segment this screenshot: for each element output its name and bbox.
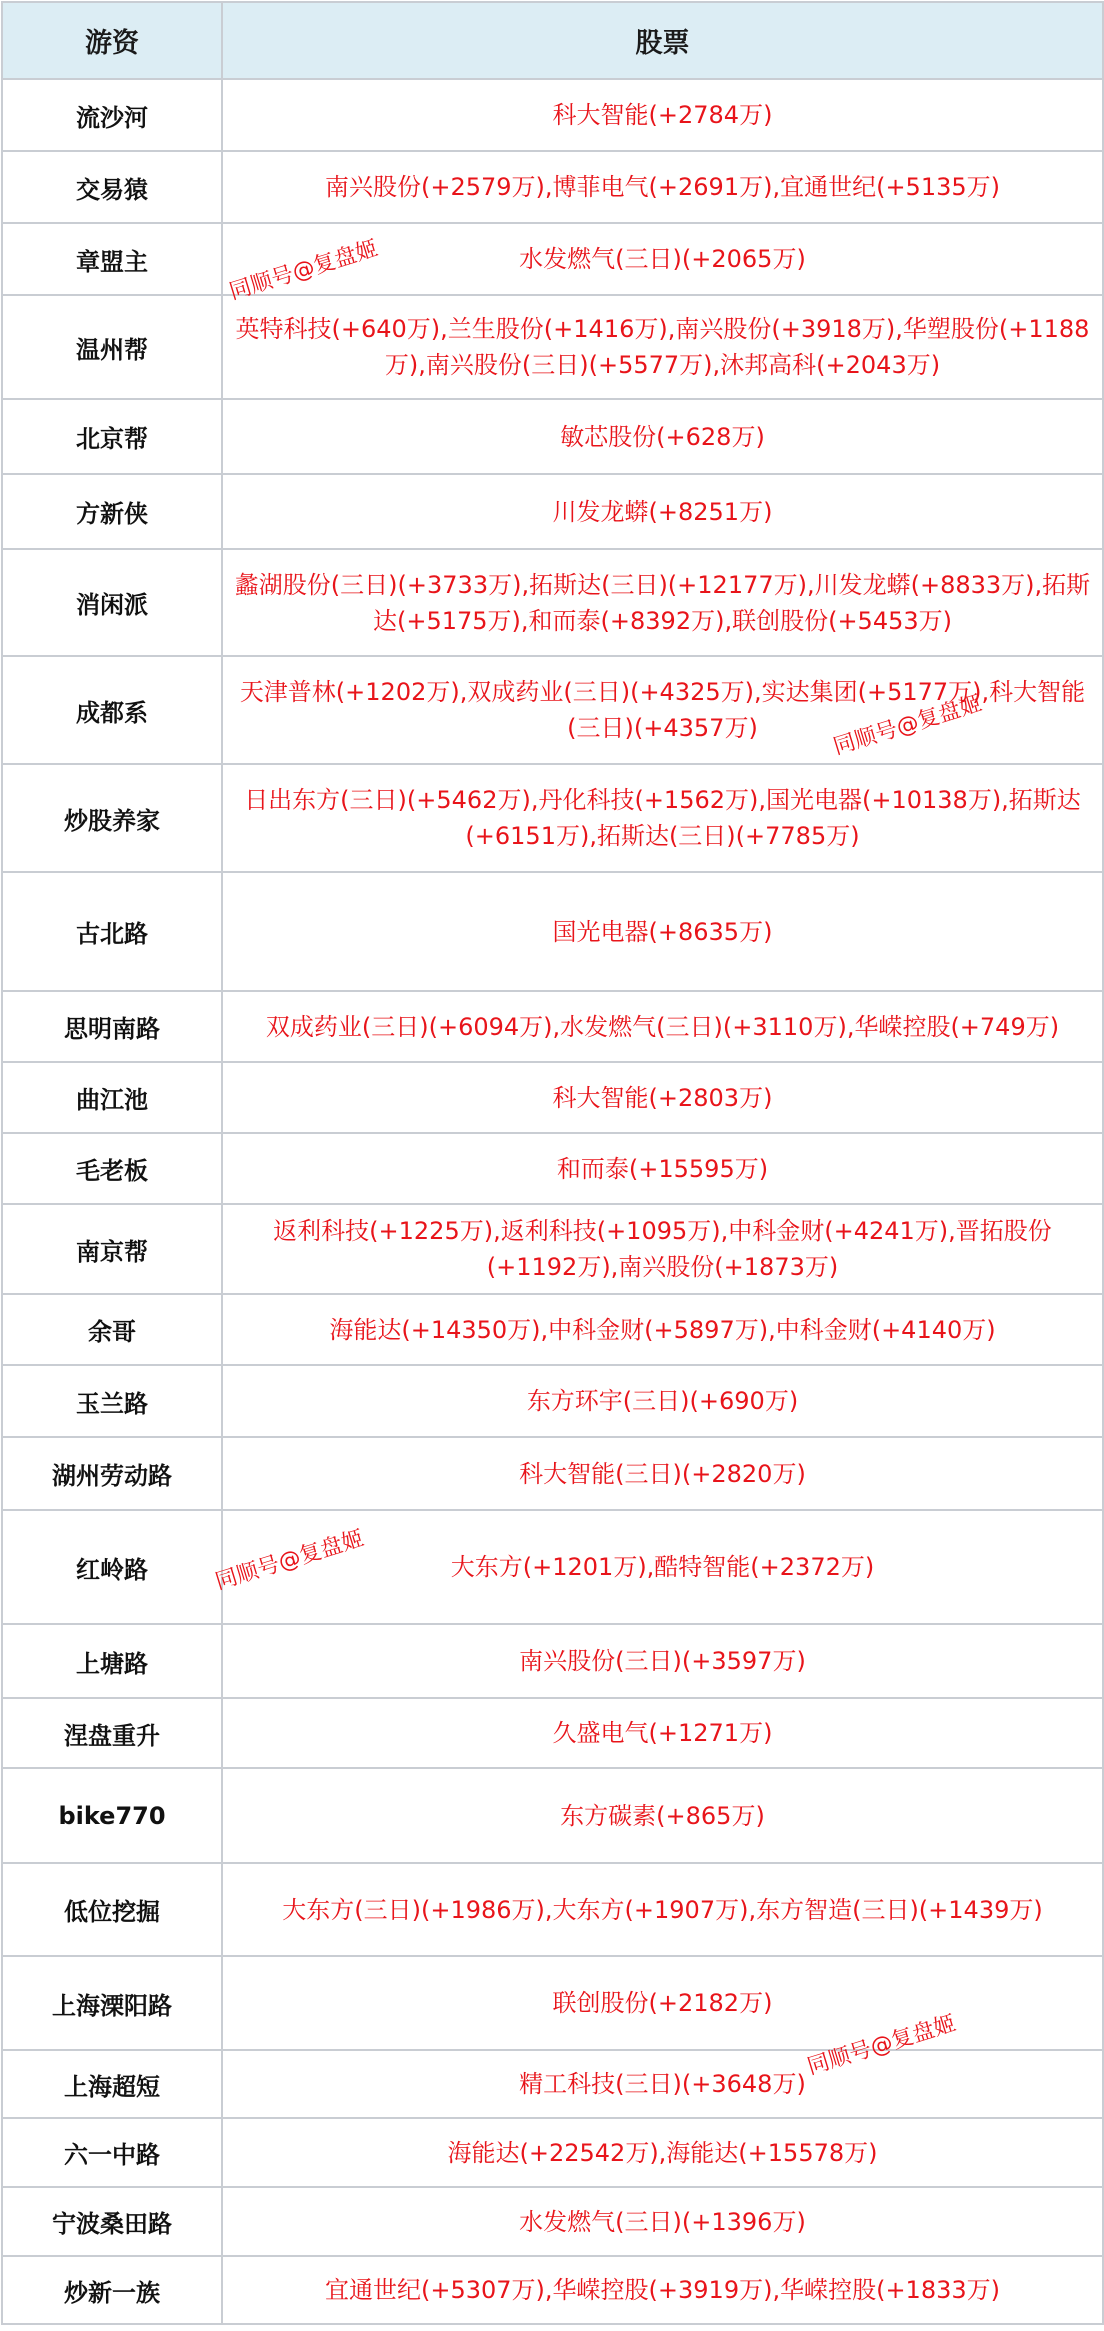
- trader-name: 炒新一族: [2, 2256, 222, 2324]
- stock-list: 英特科技(+640万),兰生股份(+1416万),南兴股份(+3918万),华塑股份(+1188万),南兴股份(三日)(+5577万),沐邦高科(+2043万): [222, 295, 1103, 399]
- trader-name: 宁波桑田路: [2, 2187, 222, 2256]
- table-row: [2, 1768, 1103, 1863]
- trader-name: bike770: [2, 1768, 222, 1863]
- stock-list: 和而泰(+15595万): [222, 1133, 1103, 1204]
- table-row: [2, 764, 1103, 872]
- trader-name: 章盟主: [2, 223, 222, 295]
- table-row: [2, 1365, 1103, 1437]
- table-row: [2, 1294, 1103, 1365]
- trader-name: 曲江池: [2, 1062, 222, 1133]
- stock-list: 大东方(+1201万),酷特智能(+2372万): [222, 1510, 1103, 1624]
- table-header-row: [2, 2, 1103, 79]
- trader-name: 上塘路: [2, 1624, 222, 1698]
- stock-list: 大东方(三日)(+1986万),大东方(+1907万),东方智造(三日)(+1439万): [222, 1863, 1103, 1956]
- stock-list: 水发燃气(三日)(+1396万): [222, 2187, 1103, 2256]
- trader-name: 南京帮: [2, 1204, 222, 1294]
- table-row: [2, 151, 1103, 223]
- table-row: [2, 2050, 1103, 2118]
- table-row: [2, 1133, 1103, 1204]
- trader-name: 流沙河: [2, 79, 222, 151]
- trader-name: 低位挖掘: [2, 1863, 222, 1956]
- stock-list: 宜通世纪(+5307万),华嵘控股(+3919万),华嵘控股(+1833万): [222, 2256, 1103, 2324]
- table-row: [2, 872, 1103, 991]
- table-row: [2, 1437, 1103, 1510]
- trader-name: 交易猿: [2, 151, 222, 223]
- table-row: [2, 79, 1103, 151]
- trader-name: 思明南路: [2, 991, 222, 1062]
- table-row: [2, 474, 1103, 549]
- table-row: [2, 295, 1103, 399]
- trader-name: 上海超短: [2, 2050, 222, 2118]
- stock-list: 日出东方(三日)(+5462万),丹化科技(+1562万),国光电器(+10138万),拓斯达(+6151万),拓斯达(三日)(+7785万): [222, 764, 1103, 872]
- table-row: [2, 549, 1103, 656]
- watermark-text: 同顺号@复盘姬: [226, 236, 381, 306]
- trader-name: 上海溧阳路: [2, 1956, 222, 2050]
- watermark-text: 同顺号@复盘姬: [212, 1526, 367, 1596]
- trader-name: 玉兰路: [2, 1365, 222, 1437]
- trader-name: 温州帮: [2, 295, 222, 399]
- trader-name: 北京帮: [2, 399, 222, 474]
- trader-name: 方新侠: [2, 474, 222, 549]
- stock-list: 敏芯股份(+628万): [222, 399, 1103, 474]
- stock-list: 天津普林(+1202万),双成药业(三日)(+4325万),实达集团(+5177万),科大智能(三日)(+4357万): [222, 656, 1103, 764]
- trader-name: 成都系: [2, 656, 222, 764]
- watermark-text: 同顺号@复盘姬: [804, 2011, 959, 2081]
- trader-name: 毛老板: [2, 1133, 222, 1204]
- table-row: [2, 991, 1103, 1062]
- stock-list: 海能达(+22542万),海能达(+15578万): [222, 2118, 1103, 2187]
- stock-list: 蠡湖股份(三日)(+3733万),拓斯达(三日)(+12177万),川发龙蟒(+8833万),拓斯达(+5175万),和而泰(+8392万),联创股份(+5453万): [222, 549, 1103, 656]
- stock-list: 久盛电气(+1271万): [222, 1698, 1103, 1768]
- stock-list: 水发燃气(三日)(+2065万): [222, 223, 1103, 295]
- table-row: [2, 1204, 1103, 1294]
- stock-list: 国光电器(+8635万): [222, 872, 1103, 991]
- trader-name: 六一中路: [2, 2118, 222, 2187]
- stock-list: 海能达(+14350万),中科金财(+5897万),中科金财(+4140万): [222, 1294, 1103, 1365]
- trader-name: 消闲派: [2, 549, 222, 656]
- trader-name: 红岭路: [2, 1510, 222, 1624]
- header-stocks: 股票: [222, 2, 1103, 79]
- table-row: [2, 2187, 1103, 2256]
- stock-list: 东方碳素(+865万): [222, 1768, 1103, 1863]
- trader-name: 湖州劳动路: [2, 1437, 222, 1510]
- watermark-text: 同顺号@复盘姬: [830, 691, 985, 761]
- table-row: [2, 2256, 1103, 2324]
- table-row: [2, 223, 1103, 295]
- table-row: [2, 1624, 1103, 1698]
- table-row: [2, 1863, 1103, 1956]
- stock-list: 联创股份(+2182万): [222, 1956, 1103, 2050]
- stock-list: 南兴股份(三日)(+3597万): [222, 1624, 1103, 1698]
- stock-list: 东方环宇(三日)(+690万): [222, 1365, 1103, 1437]
- table-row: [2, 1698, 1103, 1768]
- table-row: [2, 2118, 1103, 2187]
- stock-list: 返利科技(+1225万),返利科技(+1095万),中科金财(+4241万),晋拓股份(+1192万),南兴股份(+1873万): [222, 1204, 1103, 1294]
- trader-name: 炒股养家: [2, 764, 222, 872]
- stock-list: 南兴股份(+2579万),博菲电气(+2691万),宜通世纪(+5135万): [222, 151, 1103, 223]
- stock-list: 精工科技(三日)(+3648万): [222, 2050, 1103, 2118]
- stock-list: 科大智能(+2784万): [222, 79, 1103, 151]
- trader-stock-table: [1, 1, 1104, 2325]
- stock-list: 川发龙蟒(+8251万): [222, 474, 1103, 549]
- trader-name: 涅盘重升: [2, 1698, 222, 1768]
- table-row: [2, 399, 1103, 474]
- table-row: [2, 1510, 1103, 1624]
- stock-list: 双成药业(三日)(+6094万),水发燃气(三日)(+3110万),华嵘控股(+749万): [222, 991, 1103, 1062]
- trader-name: 余哥: [2, 1294, 222, 1365]
- stock-list: 科大智能(+2803万): [222, 1062, 1103, 1133]
- header-trader: 游资: [2, 2, 222, 79]
- table-row: [2, 1062, 1103, 1133]
- stock-list: 科大智能(三日)(+2820万): [222, 1437, 1103, 1510]
- trader-name: 古北路: [2, 872, 222, 991]
